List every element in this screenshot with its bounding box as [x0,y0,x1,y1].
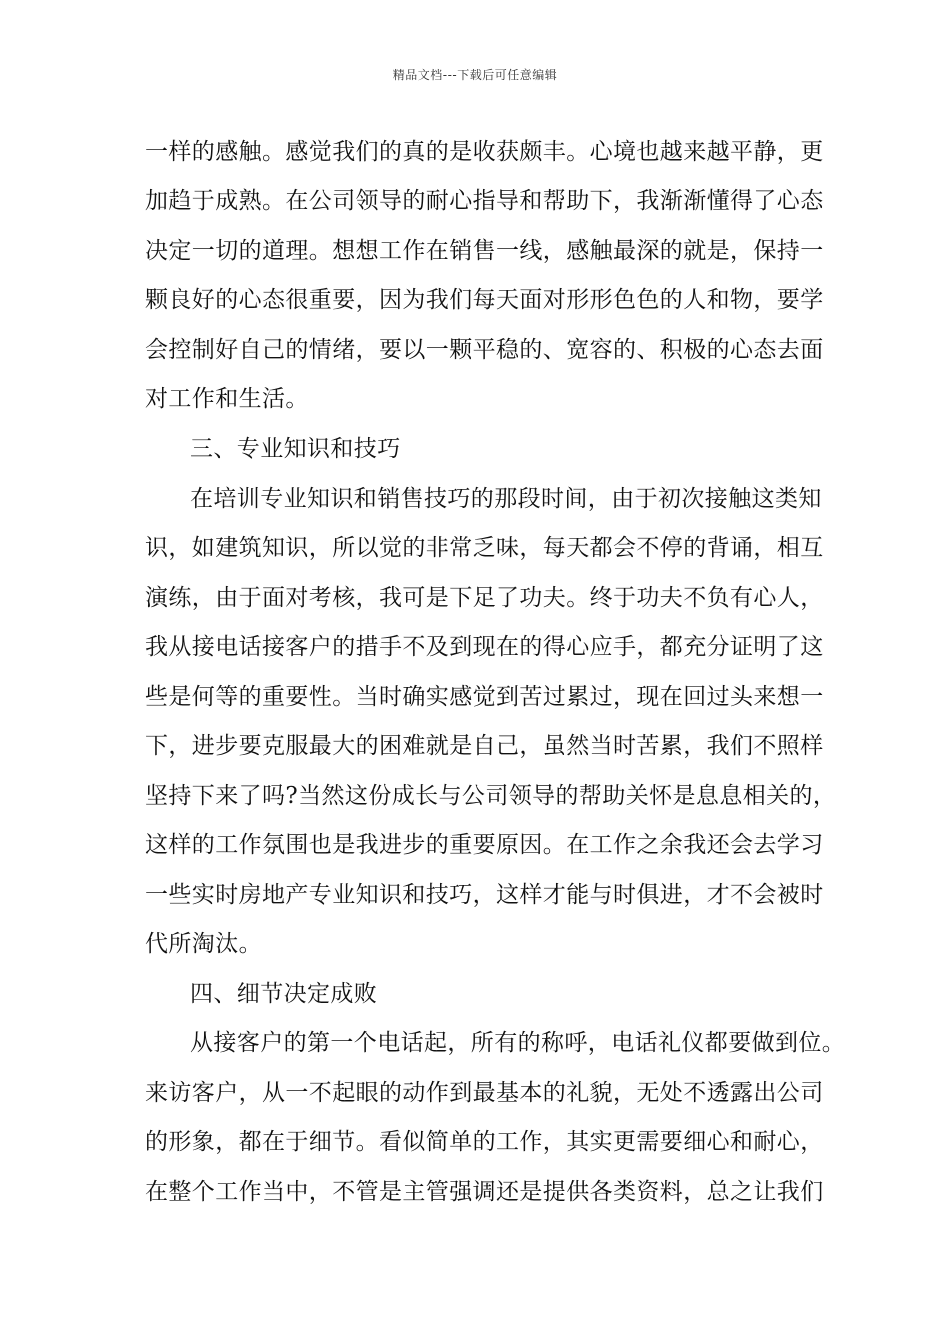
text-line: 我从接电话接客户的措手不及到现在的得心应手，都充分证明了这 [145,634,824,660]
section-heading: 四、细节决定成败 [190,981,378,1007]
text-line: 加趋于成熟。在公司领导的耐心指导和帮助下，我渐渐懂得了心态 [145,188,824,214]
text-line: 代所淘汰。 [145,931,262,957]
text-line: 些是何等的重要性。当时确实感觉到苦过累过，现在回过头来想一 [145,684,824,710]
page-header: 精品文档---下载后可任意编辑 [392,68,558,82]
text-line: 一样的感触。感觉我们的真的是收获颇丰。心境也越来越平静，更 [145,139,824,165]
text-line: 从接客户的第一个电话起，所有的称呼，电话礼仪都要做到位。 [190,1030,846,1056]
text-line: 一些实时房地产专业知识和技巧，这样才能与时俱进，才不会被时 [145,882,824,908]
text-line: 会控制好自己的情绪，要以一颗平稳的、宽容的、积极的心态去面 [145,337,824,363]
text-line: 坚持下来了吗?当然这份成长与公司领导的帮助关怀是息息相关的， [145,783,837,809]
text-line: 演练，由于面对考核，我可是下足了功夫。终于功夫不负有心人， [145,585,824,611]
text-line: 颗良好的心态很重要，因为我们每天面对形形色色的人和物，要学 [145,287,824,313]
section-heading: 三、专业知识和技巧 [190,436,401,462]
text-line: 的形象，都在于细节。看似简单的工作，其实更需要细心和耐心， [145,1129,824,1155]
text-line: 识，如建筑知识，所以觉的非常乏味，每天都会不停的背诵，相互 [145,535,824,561]
text-line: 下，进步要克服最大的困难就是自己，虽然当时苦累，我们不照样 [145,733,824,759]
text-line: 对工作和生活。 [145,386,309,412]
text-line: 决定一切的道理。想想工作在销售一线，感触最深的就是，保持一 [145,238,824,264]
text-line: 在培训专业知识和销售技巧的那段时间，由于初次接触这类知 [190,486,822,512]
text-line: 这样的工作氛围也是我进步的重要原因。在工作之余我还会去学习 [145,832,824,858]
text-line: 在整个工作当中，不管是主管强调还是提供各类资料，总之让我们 [145,1179,824,1205]
text-line: 来访客户，从一不起眼的动作到最基本的礼貌，无处不透露出公司 [145,1080,824,1106]
